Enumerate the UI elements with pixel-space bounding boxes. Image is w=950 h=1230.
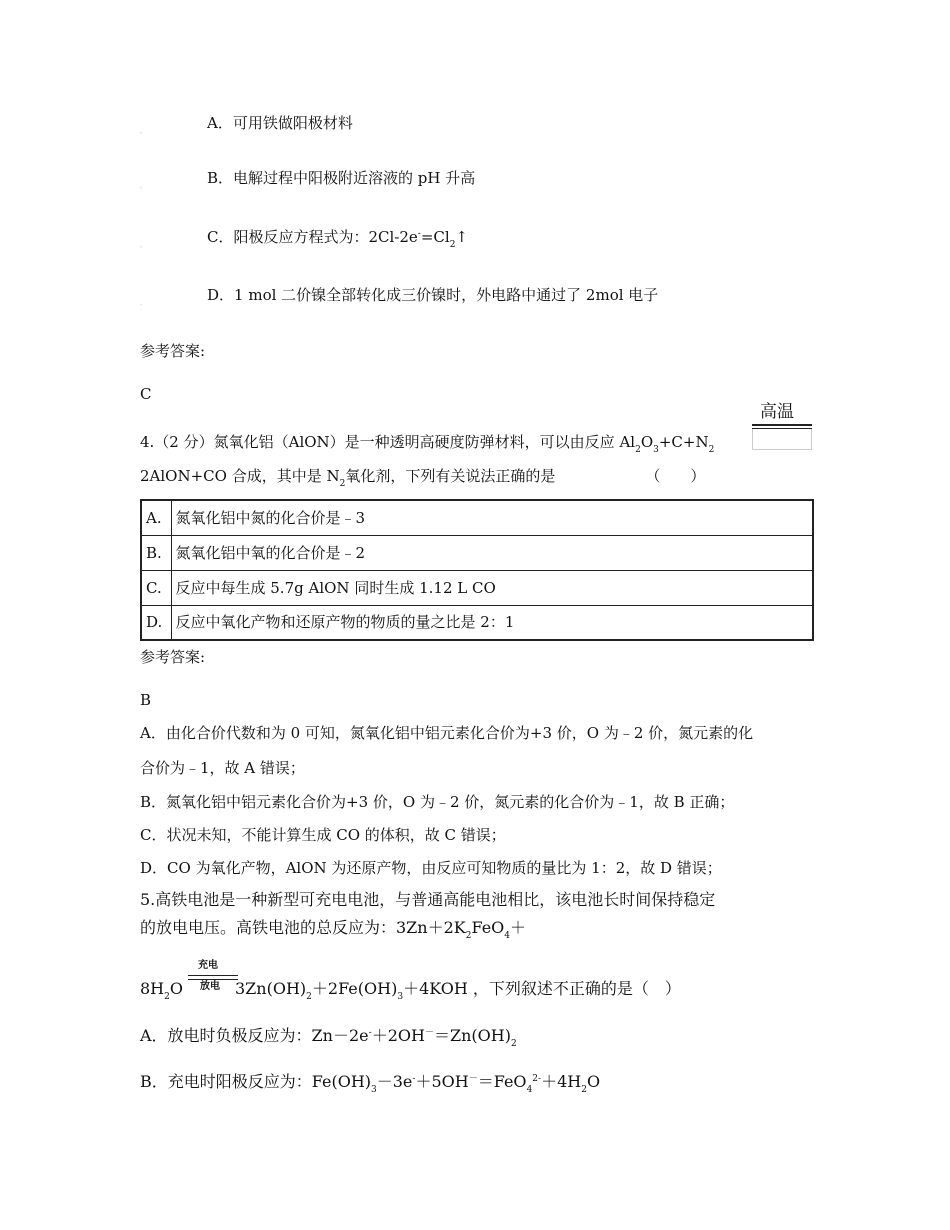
option-text: 氮氧化铝中氧的化合价是﹣2: [171, 535, 813, 570]
answer-heading: 参考答案:: [140, 648, 206, 666]
table-row: [141, 535, 813, 570]
table-row: [141, 500, 813, 535]
q4-options-table: [140, 499, 814, 641]
option-text: 反应中每生成 5.7g AlON 同时生成 1.12 L CO: [171, 570, 813, 605]
q4-stem-line2: 2AlON+CO 合成，其中是 $N_2$氧化剂，下列有关说法正确的是 （ ）: [140, 467, 706, 489]
table-row: [141, 570, 813, 605]
answer-paren: （ ）: [645, 467, 706, 485]
q5-option-a: A．放电时负极反应为：$Zn-2e^-+2OH^-=Zn(OH)_2$: [140, 1026, 517, 1049]
reaction-condition: 高温: [752, 402, 812, 450]
option-label: D.: [141, 605, 171, 640]
q5-stem-line3: $8H_2O$ $3Zn(OH)_2+2Fe(OH)_3+4KOH$ ，下列叙述不正确的是（ ）: [140, 979, 681, 1002]
q5-option-b: B．充电时阳极反应为：$Fe(OH)_3-3e^-+5OH^-=FeO_4^{2-}+4H_2O$: [140, 1072, 601, 1095]
explanation-line: B．氮氧化铝中铝元素化合价为+3 价，O 为﹣2 价，氮元素的化合价为﹣1，故 B 正确；: [140, 793, 735, 811]
bullet-dot: 。: [140, 300, 147, 307]
answer-heading: 参考答案:: [140, 342, 206, 360]
explanation-line: A．由化合价代数和为 0 可知，氮氧化铝中铝元素化合价为+3 价，O 为﹣2 价，氮元素的化: [140, 724, 754, 742]
explanation-line: 合价为﹣1，故 A 错误；: [140, 759, 305, 777]
q4-stem-line1: 4.（2 分）氮氧化铝（AlON）是一种透明高硬度防弹材料，可以由反应 $Al_2O_3+C+N_2$: [140, 433, 715, 455]
q3-option-a: A．可用铁做阳极材料: [207, 114, 353, 132]
option-label: A.: [141, 500, 171, 535]
q3-option-b: B．电解过程中阳极附近溶液的 pH 升高: [207, 169, 476, 187]
explanation-line: C．状况未知，不能计算生成 CO 的体积，故 C 错误；: [140, 826, 506, 844]
q4-answer: B: [140, 691, 152, 709]
explanation-line: D．CO 为氧化产物，AlON 为还原产物，由反应可知物质的量比为 1：2，故 D 错误；: [140, 859, 722, 877]
bullet-dot: 。: [140, 242, 147, 249]
condition-box: [752, 429, 812, 450]
bullet-dot: 。: [140, 128, 147, 135]
arrow-line: [188, 975, 238, 976]
up-arrow-icon: ↑: [455, 228, 468, 246]
option-label: C.: [141, 570, 171, 605]
q3-answer: C: [140, 385, 152, 403]
q3-option-d: D．1 mol 二价镍全部转化成三价镍时，外电路中通过了 2mol 电子: [207, 286, 659, 304]
reversible-arrow: 充电 放电: [188, 960, 238, 998]
bullet-dot: 。: [140, 183, 147, 190]
q3-option-c: C．阳极反应方程式为：$2Cl-2e^-=Cl_2↑$: [207, 228, 468, 250]
q5-stem-line2: 的放电电压。高铁电池的总反应为：$3Zn+2K_2FeO_4+$: [140, 918, 527, 941]
option-text: 反应中氧化产物和还原产物的物质的量之比是 2：1: [171, 605, 813, 640]
table-row: [141, 605, 813, 640]
condition-line: [752, 424, 812, 426]
option-label: B.: [141, 535, 171, 570]
q5-stem-line1: 5.高铁电池是一种新型可充电电池，与普通高能电池相比，该电池长时间保持稳定: [140, 890, 716, 909]
option-text: 氮氧化铝中氮的化合价是﹣3: [171, 500, 813, 535]
